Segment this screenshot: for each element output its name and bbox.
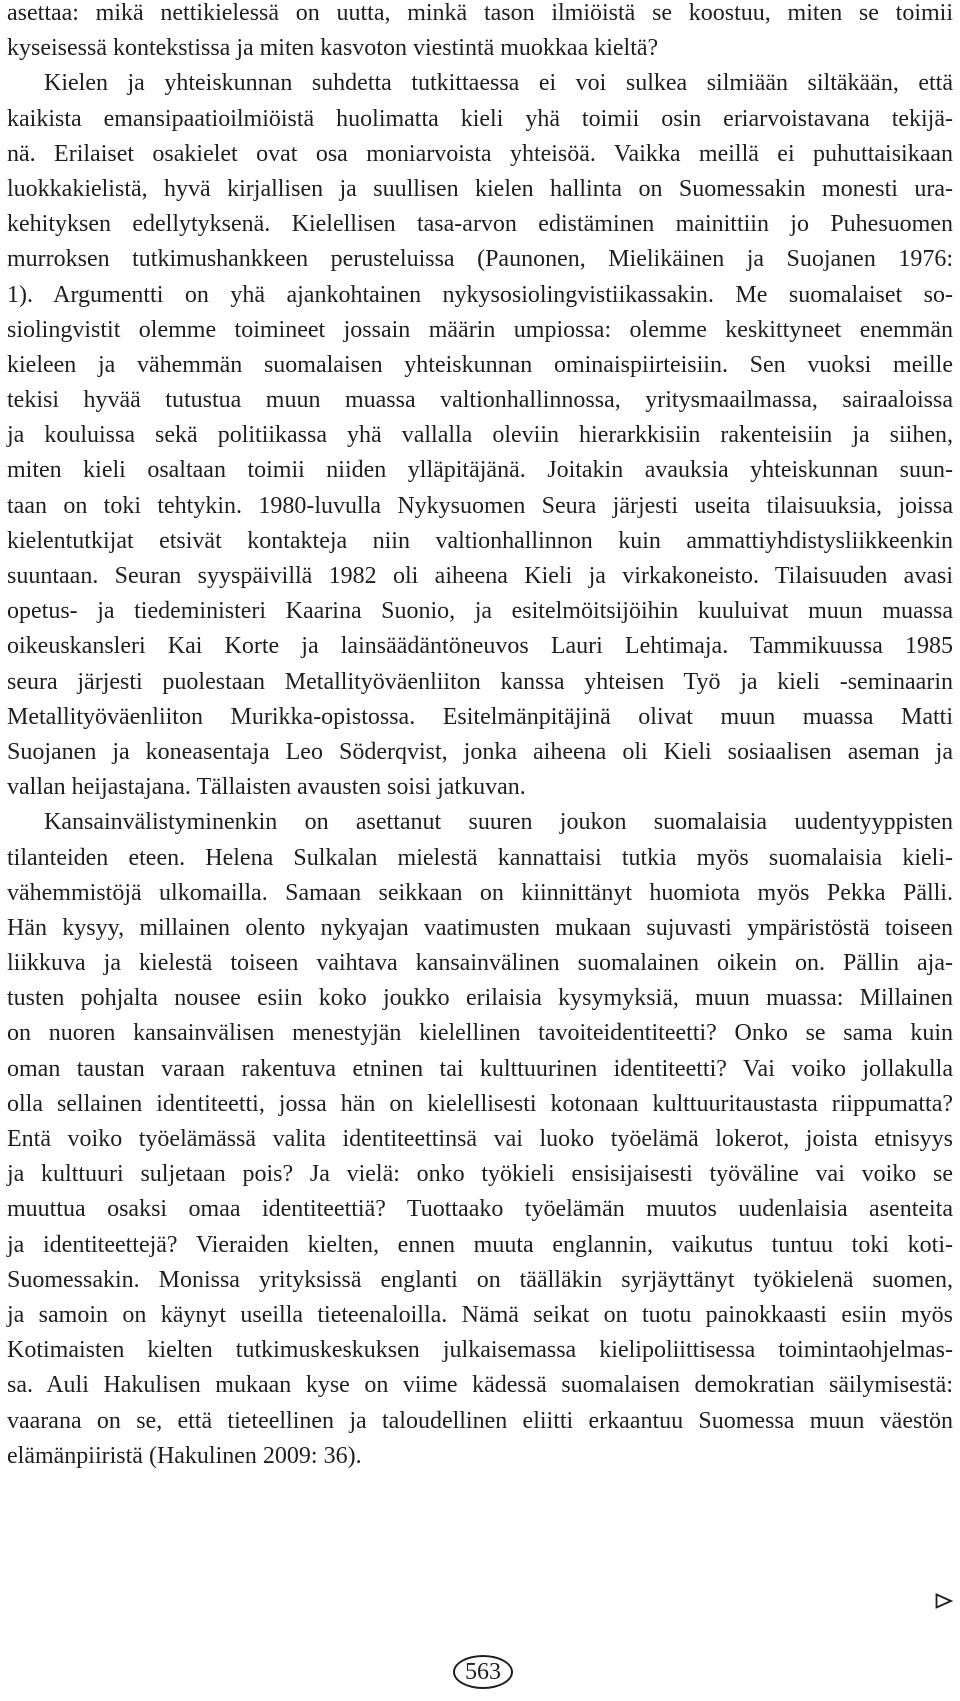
text-line: taan on toki tehtykin. 1980-luvulla Nykysuomen Seura järjesti useita tilaisuuksia, joissa [7, 492, 953, 519]
text-line: Suojanen ja koneasentaja Leo Söderqvist, jonka aiheena oli Kieli sosiaalisen aseman ja [7, 738, 953, 765]
text-line: tilanteiden eteen. Helena Sulkalan mielestä kannattaisi tutkia myös suomalaisia kieli- [7, 844, 953, 871]
text-line: Kansainvälistyminenkin on asettanut suuren joukon suomalaisia uudentyyppisten [44, 809, 953, 836]
text-line: siolingvistit olemme toimineet jossain määrin umpiossa: olemme keskittyneet enemmän [7, 316, 953, 343]
text-line: murroksen tutkimushankkeen perusteluissa (Paunonen, Mielikäinen ja Suojanen 1976: [7, 246, 953, 273]
text-line: tusten pohjalta nousee esiin koko joukko erilaisia kysymyksiä, muun muassa: Millainen [7, 985, 953, 1012]
text-line: ja kulttuuri suljetaan pois? Ja vielä: onko työkieli ensisijaisesti työväline vai voiko se [7, 1161, 953, 1188]
text-line: ja kouluissa sekä politiikassa yhä vallalla oleviin hierarkkisiin rakenteisiin ja siihen, [7, 422, 953, 449]
text-line: vaarana on se, että tieteellinen ja taloudellinen eliitti erkaantuu Suomessa muun väestön [7, 1407, 953, 1434]
text-line: luokkakielistä, hyvä kirjallisen ja suullisen kielen hallinta on Suomessakin monesti ura- [7, 175, 953, 202]
text-line: tekisi hyvää tutustua muun muassa valtionhallinnossa, yritysmaailmassa, sairaaloissa [7, 387, 953, 414]
text-line: kyseisessä kontekstissa ja miten kasvoton viestintä muokkaa kieltä? [7, 35, 659, 62]
text-line: nä. Erilaiset osakielet ovat osa moniarvoista yhteisöä. Vaikka meillä ei puhuttaisikaan [7, 140, 953, 167]
text-line: miten kieli osaltaan toimii niiden ylläpitäjänä. Joitakin avauksia yhteiskunnan suun- [7, 457, 953, 484]
text-line: Hän kysyy, millainen olento nykyajan vaatimusten mukaan sujuvasti ympäristöstä toiseen [7, 914, 953, 941]
text-line: on nuoren kansainvälisen menestyjän kielellinen tavoiteidentiteetti? Onko se sama kuin [7, 1020, 953, 1047]
text-line: 1). Argumentti on yhä ajankohtainen nykysosiolingvistiikassakin. Me suomalaiset so- [7, 281, 953, 308]
text-line: ja identiteettejä? Vieraiden kielten, ennen muuta englannin, vaikutus tuntuu toki koti- [7, 1231, 953, 1258]
text-line: muuttua osaksi omaa identiteettiä? Tuottaako työelämän muutos uudenlaisia asenteita [7, 1196, 953, 1223]
text-line: Kotimaisten kielten tutkimuskeskuksen julkaisemassa kielipoliittisessa toimintaohjelmas- [7, 1337, 953, 1364]
triangle-right-outline-icon [935, 1593, 953, 1609]
text-line: oman taustan varaan rakentuva etninen tai kulttuurinen identiteetti? Vai voiko jollakulla [7, 1055, 953, 1082]
text-line: seura järjesti puolestaan Metallityöväenliiton kanssa yhteisen Työ ja kieli -seminaarin [7, 668, 953, 695]
text-line: Entä voiko työelämässä valita identiteettinsä vai luoko työelämä lokerot, joista etnisyys [7, 1126, 953, 1152]
page-number: 563 [453, 1655, 513, 1689]
text-line: suuntaan. Seuran syyspäivillä 1982 oli aiheena Kieli ja virkakoneisto. Tilaisuuden avasi [7, 563, 953, 589]
text-line: asettaa: mikä nettikielessä on uutta, minkä tason ilmiöistä se koostuu, miten se toimii [7, 0, 953, 26]
text-line: Kielen ja yhteiskunnan suhdetta tutkittaessa ei voi sulkea silmiään siltäkään, että [44, 70, 953, 97]
article-body [7, 0, 953, 1474]
text-line: sa. Auli Hakulisen mukaan kyse on viime kädessä suomalaisen demokratian säilymisestä: [7, 1372, 953, 1399]
text-line: elämänpiiristä (Hakulinen 2009: 36). [7, 1442, 362, 1469]
text-line: kielentutkijat etsivät kontakteja niin valtionhallinnon kuin ammattiyhdistysliikkeenkin [7, 527, 953, 554]
text-line: opetus- ja tiedeministeri Kaarina Suonio, ja esitelmöitsijöihin kuuluivat muun muassa [7, 598, 953, 625]
text-line: liikkuva ja kielestä toiseen vaihtava kansainvälinen suomalainen oikein on. Pällin aja- [7, 950, 953, 977]
text-line: Metallityöväenliiton Murikka-opistossa. Esitelmänpitäjinä olivat muun muassa Matti [7, 703, 953, 730]
text-line: vallan heijastajana. Tällaisten avausten soisi jatkuvan. [7, 774, 526, 801]
text-line: kehityksen edellytyksenä. Kielellisen tasa-arvon edistäminen mainittiin jo Puhesuomen [7, 211, 953, 238]
text-line: kieleen ja vähemmän suomalaisen yhteiskunnan ominaispiirteisiin. Sen vuoksi meille [7, 351, 953, 378]
text-line: vähemmistöjä ulkomailla. Samaan seikkaan on kiinnittänyt huomiota myös Pekka Pälli. [7, 879, 953, 906]
text-line: ja samoin on käynyt useilla tieteenaloilla. Nämä seikat on tuotu painokkaasti esiin myös [7, 1301, 953, 1328]
text-line: Suomessakin. Monissa yrityksissä englanti on täälläkin syrjäyttänyt työkielenä suomen, [7, 1266, 953, 1293]
text-line: olla sellainen identiteetti, jossa hän on kielellisesti kotonaan kulttuuritaustasta riippumatta? [7, 1090, 953, 1117]
text-line: kaikista emansipaatioilmiöistä huolimatta kieli yhä toimii osin eriarvoistavana tekijä- [7, 105, 953, 132]
text-line: oikeuskansleri Kai Korte ja lainsäädäntöneuvos Lauri Lehtimaja. Tammikuussa 1985 [7, 633, 953, 660]
